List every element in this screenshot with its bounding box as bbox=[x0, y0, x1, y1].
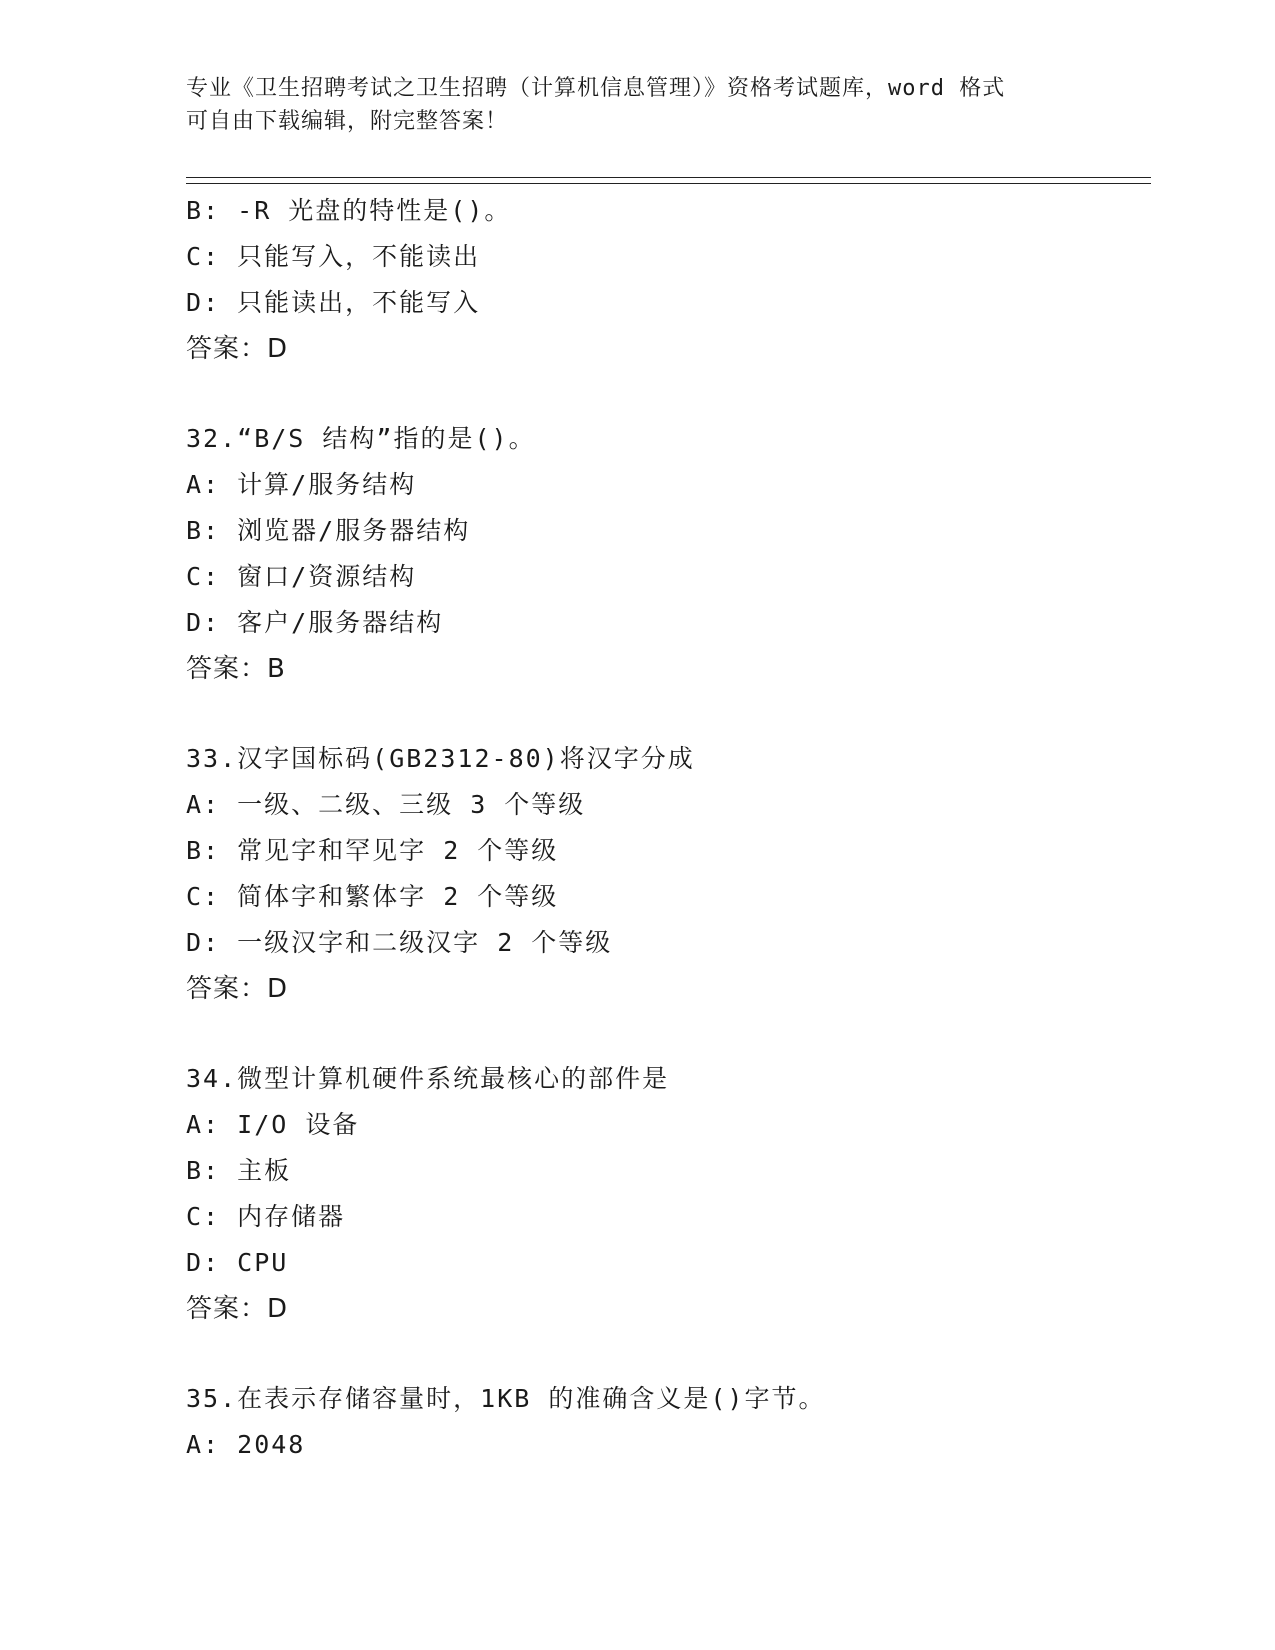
option-c: C: 内存储器 bbox=[186, 1202, 346, 1231]
question-stem: 34.微型计算机硬件系统最核心的部件是 bbox=[186, 1064, 670, 1093]
question-35 bbox=[186, 1376, 1146, 1468]
question-list bbox=[186, 188, 1146, 1468]
answer-line: 答案：D bbox=[186, 1294, 289, 1324]
option-b: B: -R 光盘的特性是()。 bbox=[186, 196, 512, 225]
option-c: C: 只能写入，不能读出 bbox=[186, 242, 481, 271]
option-d: D: 只能读出，不能写入 bbox=[186, 288, 481, 317]
header-line-2: 可自由下载编辑，附完整答案！ bbox=[186, 109, 509, 134]
question-32 bbox=[186, 416, 1146, 692]
answer-line: 答案：B bbox=[186, 654, 286, 684]
option-a: A: 一级、二级、三级 3 个等级 bbox=[186, 790, 586, 819]
header-divider bbox=[186, 177, 1151, 184]
question-34 bbox=[186, 1056, 1146, 1332]
question-stem: 35.在表示存储容量时，1KB 的准确含义是()字节。 bbox=[186, 1384, 826, 1413]
spacer bbox=[186, 372, 1146, 416]
option-a: A: I/O 设备 bbox=[186, 1110, 360, 1139]
option-d: D: 客户/服务器结构 bbox=[186, 608, 444, 637]
option-d: D: CPU bbox=[186, 1248, 289, 1277]
option-a: A: 计算/服务结构 bbox=[186, 470, 417, 499]
question-stem: 33.汉字国标码(GB2312-80)将汉字分成 bbox=[186, 744, 695, 773]
question-33 bbox=[186, 736, 1146, 1012]
answer-line: 答案：D bbox=[186, 974, 289, 1004]
option-d: D: 一级汉字和二级汉字 2 个等级 bbox=[186, 928, 613, 957]
question-31-fragment bbox=[186, 188, 1146, 372]
option-b: B: 浏览器/服务器结构 bbox=[186, 516, 471, 545]
option-c: C: 窗口/资源结构 bbox=[186, 562, 417, 591]
document-header bbox=[186, 72, 1086, 138]
spacer bbox=[186, 1012, 1146, 1056]
option-c: C: 简体字和繁体字 2 个等级 bbox=[186, 882, 559, 911]
option-b: B: 主板 bbox=[186, 1156, 292, 1185]
question-stem: 32.“B/S 结构”指的是()。 bbox=[186, 424, 536, 453]
header-line-1: 专业《卫生招聘考试之卫生招聘（计算机信息管理）》资格考试题库，word 格式 bbox=[186, 76, 1006, 101]
option-a: A: 2048 bbox=[186, 1430, 306, 1459]
answer-line: 答案：D bbox=[186, 334, 289, 364]
spacer bbox=[186, 692, 1146, 736]
option-b: B: 常见字和罕见字 2 个等级 bbox=[186, 836, 559, 865]
spacer bbox=[186, 1332, 1146, 1376]
